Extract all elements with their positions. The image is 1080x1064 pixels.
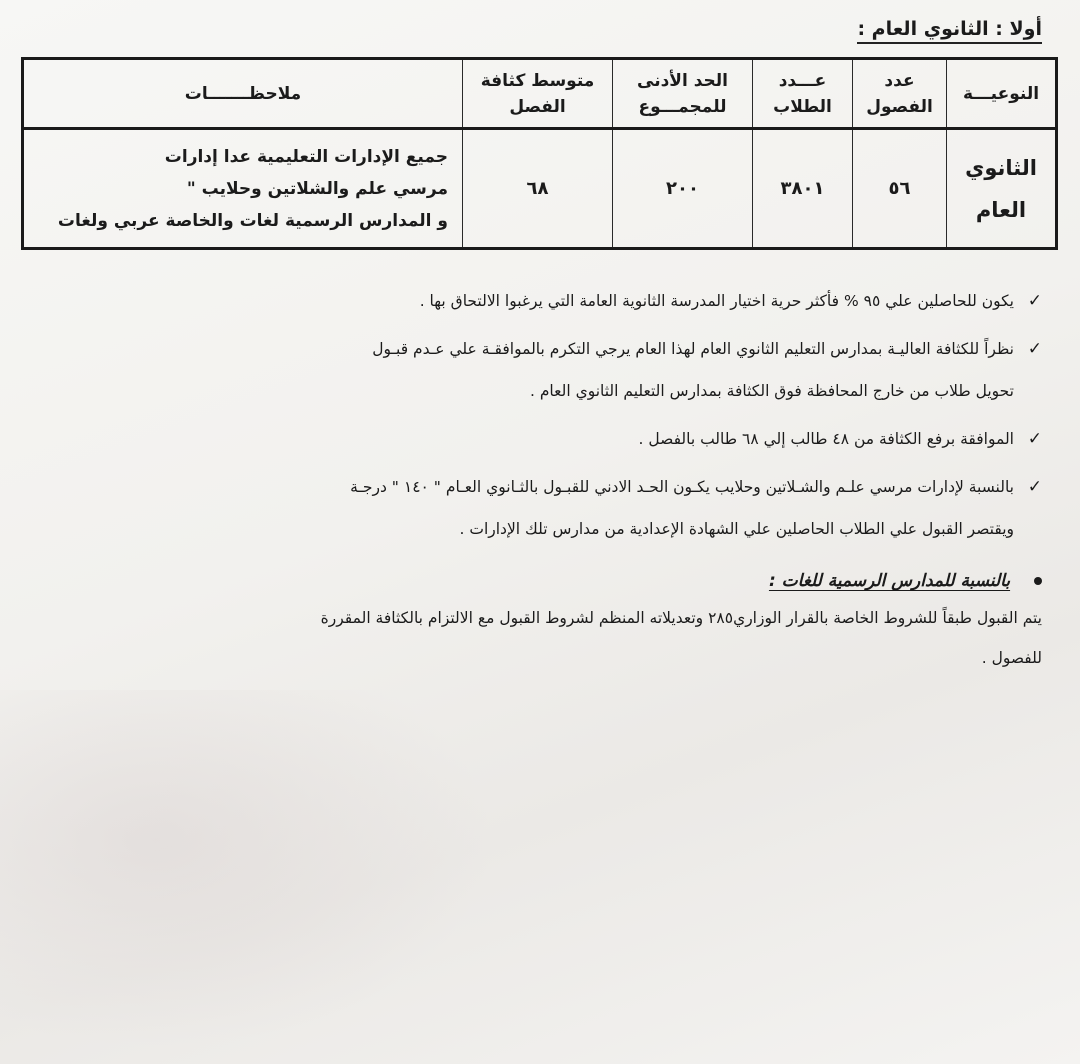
cell-type: الثانوي العام: [947, 129, 1057, 249]
header-type: النوعيـــة: [947, 59, 1057, 129]
section-title: أولا : الثانوي العام :: [857, 18, 1042, 44]
language-schools-paragraph: يتم القبول طبقاً للشروط الخاصة بالقرار الوزاري٢٨٥ وتعديلاته المنظم لشروط القبول مع الالتزام بالكثافة المقررة للفصول .: [320, 609, 1042, 667]
header-min-total: الحد الأدنى للمجمـــوع: [613, 59, 753, 129]
table-row: [23, 129, 1057, 249]
header-classes: عدد الفصول: [853, 59, 947, 129]
paper-fold-shadow: [0, 690, 520, 1064]
cell-notes: جميع الإدارات التعليمية عدا إدارات مرسي علم والشلاتين وحلايب " و المدارس الرسمية لغات والخاصة عربي ولغات: [23, 129, 463, 249]
admission-table: [21, 57, 1058, 250]
header-students: عـــدد الطلاب: [753, 59, 853, 129]
checkmark-icon: ✓: [1027, 291, 1042, 311]
list-item: ✓ بالنسبة لإدارات مرسي علـم والشـلاتين وحلايب يكـون الحـد الادني للقبـول بالثـانوي العـام " ١٤٠ " درجـة ويقتصر القبول علي الطلاب الحاصلين علي الشهادة الإعدادية من مدارس تلك الإدارات .: [22, 466, 1042, 550]
cell-min-total: ٢٠٠: [613, 129, 753, 249]
header-avg-density: متوسط كثافة الفصل: [463, 59, 613, 129]
cell-classes: ٥٦: [853, 129, 947, 249]
table-header-row: [23, 59, 1057, 129]
list-item: ✓ يكون للحاصلين علي ٩٥ % فأكثر حرية اختيار المدرسة الثانوية العامة التي يرغبوا الالتحاق بها .: [22, 280, 1042, 322]
list-item: ✓ نظراً للكثافة العاليـة بمدارس التعليم الثانوي العام لهذا العام يرجي التكرم بالموافقـة علي عـدم قبـول تحويل طلاب من خارج المحافظة فوق الكثافة بمدارس التعليم الثانوي العام .: [22, 328, 1042, 412]
list-item: ✓ الموافقة برفع الكثافة من ٤٨ طالب إلي ٦٨ طالب بالفصل .: [22, 418, 1042, 460]
cell-students: ٣٨٠١: [753, 129, 853, 249]
conditions-list: [22, 280, 1042, 556]
language-schools-heading: بالنسبة للمدارس الرسمية للغات :: [769, 568, 1042, 594]
checkmark-icon: ✓: [1027, 477, 1042, 497]
cell-avg-density: ٦٨: [463, 129, 613, 249]
bullet-dot-icon: [1034, 577, 1042, 585]
header-notes: ملاحظـــــــات: [23, 59, 463, 129]
checkmark-icon: ✓: [1027, 429, 1042, 449]
checkmark-icon: ✓: [1027, 339, 1042, 359]
